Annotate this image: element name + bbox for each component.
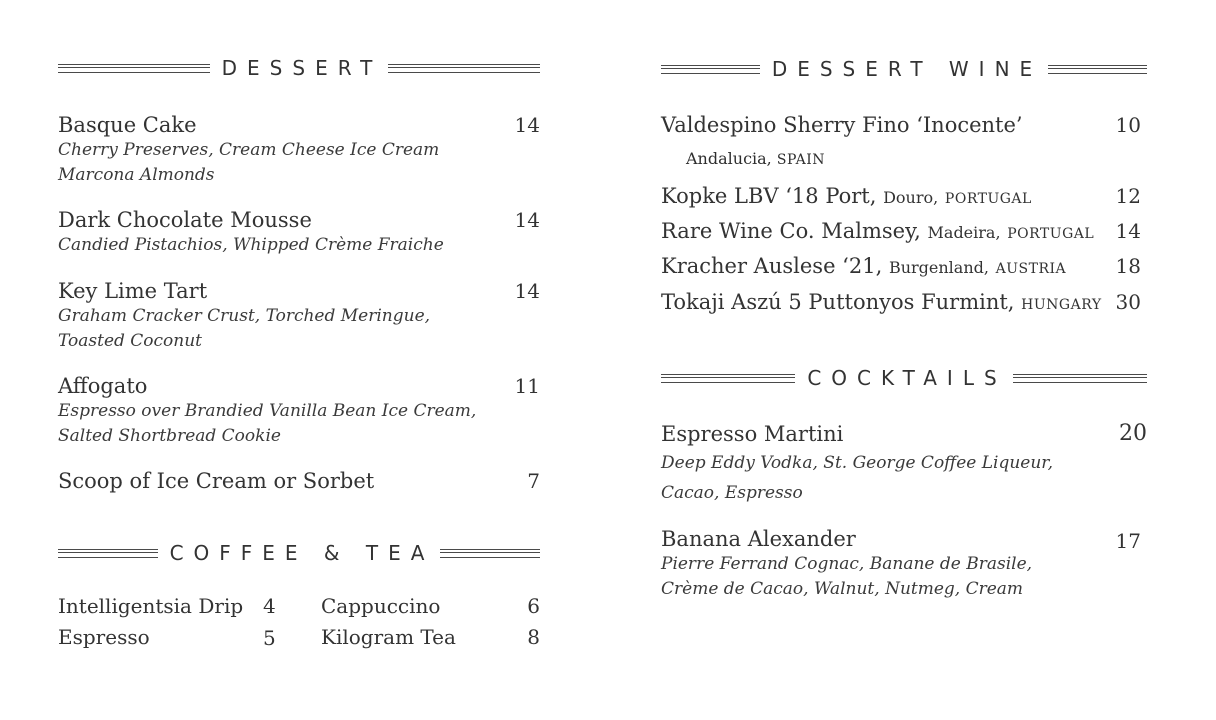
item-description: Graham Cracker Crust, Torched Meringue,: [58, 306, 431, 326]
wine-item-valdespino: [661, 112, 1141, 171]
heading-rule-right: [388, 64, 540, 73]
wine-name: Rare Wine Co. Malmsey,: [661, 219, 921, 243]
wine-item-kopke: [661, 183, 1141, 212]
item-name: Dark Chocolate Mousse: [58, 208, 312, 232]
item-description: Crème de Cacao, Walnut, Nutmeg, Cream: [661, 579, 1024, 599]
dessert-item-affogato: [58, 373, 540, 449]
item-name: Basque Cake: [58, 113, 197, 137]
item-name: [661, 218, 1141, 247]
item-description: Candied Pistachios, Whipped Crème Fraiche: [58, 235, 444, 255]
wine-region: Burgenland,: [888, 258, 989, 277]
item-price: 30: [1115, 290, 1141, 314]
heading-rule-right: [440, 549, 540, 558]
coffee-item-price: 6: [527, 594, 540, 618]
wine-region: Andalucia,: [686, 149, 772, 168]
item-description: Espresso over Brandied Vanilla Bean Ice Cream,: [58, 401, 477, 421]
coffee-item-price: 4: [263, 594, 276, 618]
item-name: [661, 253, 1141, 282]
dessert-item-basque-cake: [58, 112, 540, 188]
item-name: Affogato: [58, 374, 148, 398]
wine-region: Madeira,: [927, 223, 1001, 242]
item-price: 18: [1115, 254, 1141, 278]
dessert-wine-heading: [661, 58, 1147, 80]
heading-rule-right: [1013, 374, 1147, 383]
item-price: 10: [1115, 113, 1141, 137]
item-description: Deep Eddy Vodka, St. George Coffee Liqueur,: [661, 453, 1053, 473]
dessert-item-key-lime-tart: [58, 278, 540, 354]
cocktail-item-banana-alexander: [661, 526, 1147, 602]
coffee-item-name: Cappuccino: [321, 594, 441, 618]
wine-region: Douro,: [883, 188, 939, 207]
wine-country: PORTUGAL: [944, 191, 1032, 207]
coffee-item-price: 8: [527, 625, 540, 649]
wine-item-malmsey: [661, 218, 1141, 247]
coffee-item-name: Intelligentsia Drip: [58, 594, 244, 618]
dessert-heading-text: DESSERT: [221, 56, 383, 80]
item-price: 14: [514, 279, 540, 303]
wine-country: HUNGARY: [1021, 297, 1102, 313]
item-price: 12: [1115, 184, 1141, 208]
coffee-tea-heading-text: COFFEE & TEA: [169, 541, 435, 565]
item-description: Pierre Ferrand Cognac, Banane de Brasile,: [661, 554, 1033, 574]
cocktails-heading-text: COCKTAILS: [807, 366, 1007, 390]
item-price: 14: [514, 208, 540, 232]
item-price: 14: [1115, 219, 1141, 243]
item-price: 11: [514, 374, 540, 398]
wine-item-tokaji: [661, 289, 1141, 318]
cocktails-heading: [661, 367, 1147, 389]
item-price: 14: [514, 113, 540, 137]
wine-country: AUSTRIA: [995, 261, 1067, 277]
item-name: [661, 183, 1141, 212]
heading-rule-left: [58, 64, 210, 73]
wine-country: SPAIN: [776, 152, 825, 168]
item-price: 7: [527, 469, 540, 493]
item-name: [661, 289, 1141, 318]
dessert-item-scoop: [58, 468, 540, 494]
heading-rule-left: [661, 65, 760, 74]
item-name: Espresso Martini: [661, 422, 844, 446]
wine-country: PORTUGAL: [1007, 226, 1095, 242]
dessert-wine-heading-text: DESSERT WINE: [771, 57, 1043, 81]
item-origin: [661, 148, 1141, 171]
heading-rule-left: [661, 374, 795, 383]
wine-name: Kracher Auslese ‘21,: [661, 254, 883, 278]
item-name: Scoop of Ice Cream or Sorbet: [58, 469, 375, 493]
heading-rule-left: [58, 549, 158, 558]
wine-item-kracher: [661, 253, 1141, 282]
item-name: Valdespino Sherry Fino ‘Inocente’: [661, 113, 1023, 137]
item-description: Salted Shortbread Cookie: [58, 426, 281, 446]
item-price: 20: [1119, 421, 1147, 446]
coffee-tea-heading: [58, 542, 540, 564]
item-description: Cherry Preserves, Cream Cheese Ice Cream: [58, 140, 440, 160]
dessert-heading: [58, 57, 540, 79]
coffee-item-name: Espresso: [58, 625, 150, 649]
item-description: Toasted Coconut: [58, 331, 203, 351]
wine-name: Tokaji Aszú 5 Puttonyos Furmint,: [661, 290, 1015, 314]
item-name: Banana Alexander: [661, 527, 856, 551]
item-description: Marcona Almonds: [58, 165, 215, 185]
coffee-item-name: Kilogram Tea: [321, 625, 456, 649]
item-description: Cacao, Espresso: [661, 483, 803, 503]
item-price: 17: [1115, 529, 1141, 553]
dessert-item-dark-chocolate-mousse: [58, 207, 540, 258]
wine-name: Kopke LBV ‘18 Port,: [661, 184, 877, 208]
cocktail-item-espresso-martini: [661, 421, 1147, 508]
heading-rule-right: [1048, 65, 1147, 74]
item-name: Key Lime Tart: [58, 279, 208, 303]
coffee-item-price: 5: [263, 626, 276, 650]
